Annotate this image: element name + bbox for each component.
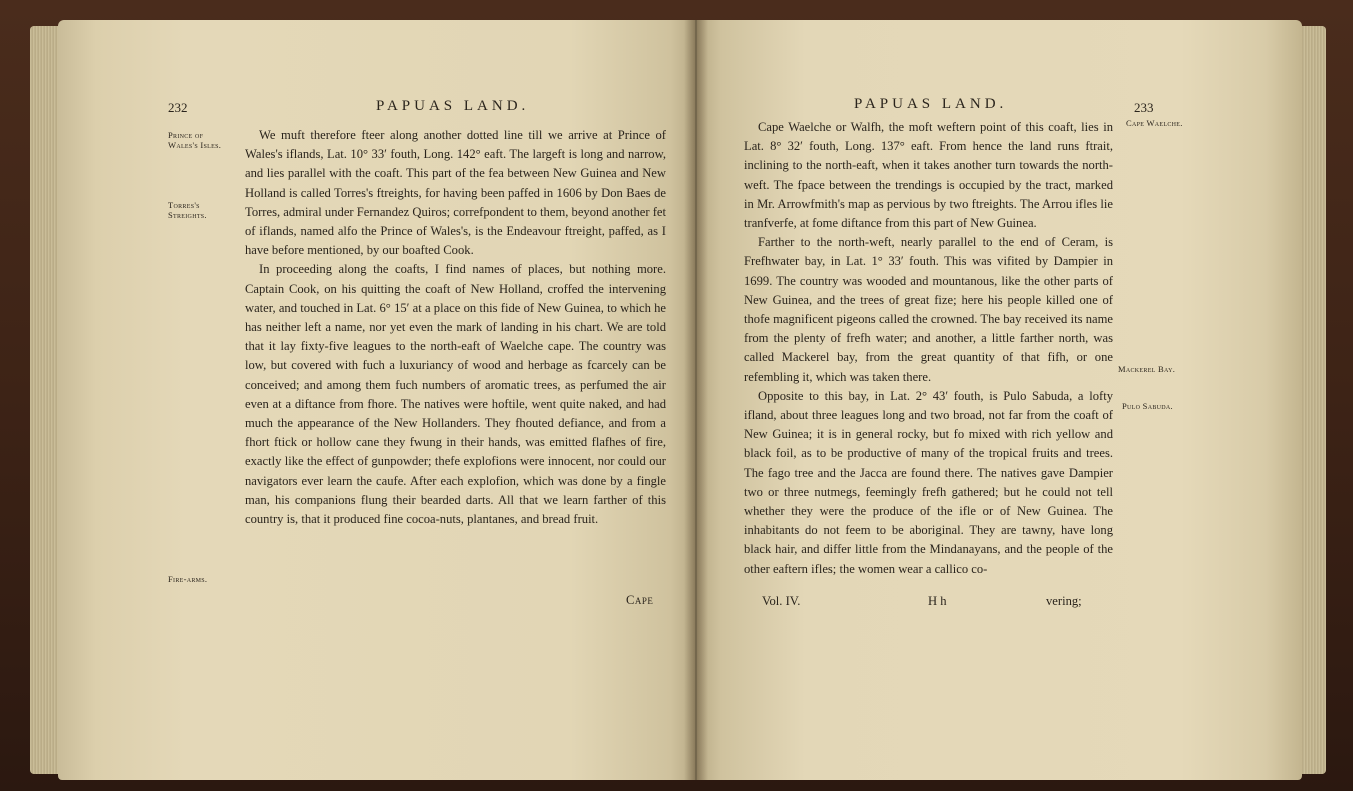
left-body-text: [245, 126, 666, 529]
signature-volume: Vol. IV.: [762, 594, 801, 608]
paragraph: Opposite to this bay, in Lat. 2° 43′ fouth, is Pulo Sabuda, a lofty ifland, about three leagues long and two broad, not far from the coaft of New Guinea; it is in general rocky, but fo mixed with rich yellow and black foil, as to be productive of many of the tropical fruits and trees. The fago tree and the Jacca are found there. The natives gave Dampier two or three nutmegs, feemingly frefh gathered; but he could not tell whether they were the produce of the ifle or of New Guinea. The inhabitants do not feem to be aboriginal. They are tawny, have long black hair, and differ little from the Mindanayans, and the people of the other eaftern ifles; the women wear a callico co-: [744, 388, 1113, 576]
page-number: 232: [168, 100, 188, 115]
paragraph: Cape Waelche or Walfh, the moft weftern point of this coaft, lies in Lat. 8° 32′ fouth, Long. 137° eaft. From hence the land runs ftrait, inclining to the north-eaft, when it takes another turn towards the north-weft. The fpace between the trendings is occupied by the tract, marked in Mr. Arrowfmith's map as pervious by two ftreights. The Arrou ifles lie tranfverfe, at fome diftance from this part of New Guinea.: [744, 120, 1113, 231]
paragraph: We muft therefore fteer along another dotted line till we arrive at Prince of Wales's iflands, Lat. 10° 33′ fouth, Long. 142° eaft. The largeft is long and narrow, and lies parallel with the coaft. This part of the fea between New Guinea and New Holland is called Torres's ftreights, for having been paffed in 1606 by Don Baes de Torres, admiral under Fernandez Quiros; correfpondent to them, beyond another fet of iflands, named alfo the Prince of Wales's, is the Endeavour ftreight, paffed, as I have before mentioned, by our boafted Cook.: [245, 128, 666, 258]
paragraph: In proceeding along the coafts, I find names of places, but nothing more. Captain Cook, on his quitting the coaft of New Holland, croffed the intervening water, and touched in Lat. 6° 15′ at a place on this fide of New Guinea, to which he has neither left a name, nor yet even the mark of landing in his chart. We are told that it lay fixty-five leagues to the north-eaft of Waelche cape. The country was low, but covered with fuch a luxuriancy of wood and herbage as fcarcely can be conceived; and among them fuch numbers of aromatic trees, as perfumed the air even at a diftance from fhore. The natives were hoftile, went quite naked, and had much the appearance of the New Hollanders. They fhouted defiance, and from a fhort ftick or hollow cane they fwung in their hands, was emitted flafhes of fire, exactly like the effect of gunpowder; thefe explofions were innocent, nor could our navigators ever learn the caufe. After each explofion, which was done by a fingle man, his companions flung their bearded darts. All that we learn farther of this country is, that it produced fine cocoa-nuts, plantanes, and bread fruit.: [245, 262, 666, 527]
margin-note-fire-arms: Fire-arms.: [168, 574, 208, 584]
margin-note-cape-waelche: Cape Waelche.: [1126, 118, 1183, 128]
catchword: Cape: [626, 593, 654, 607]
running-head: PAPUAS LAND.: [376, 98, 530, 114]
book-gutter: [684, 20, 708, 780]
margin-note-prince-of-wales: Prince of Wales's Isles.: [168, 130, 222, 150]
left-page: [58, 20, 696, 780]
paragraph: Farther to the north-weft, nearly parallel to the end of Ceram, is Frefhwater bay, in Lat. 1° 33′ fouth. This was vifited by Dampier in 1699. The country was wooded and mountanous, like the other parts of New Guinea, and the trees of great fize; here his people killed one of thofe magnificent pigeons called the crowned. The bay received its name from the plenty of frefh water; and another, a little farther north, was called Mackerel bay, from the great quantity of that fifh, or one refembling it, which was taken there.: [744, 235, 1113, 384]
page-number: 233: [1134, 100, 1154, 115]
margin-note-torres-streights: Torres's Streights.: [168, 200, 207, 220]
running-head: PAPUAS LAND.: [854, 96, 1008, 112]
right-page: [696, 20, 1302, 780]
right-body-text: [744, 118, 1113, 579]
margin-note-pulo-sabuda: Pulo Sabuda.: [1122, 401, 1173, 411]
signature-mark: H h: [928, 594, 947, 608]
margin-note-mackerel-bay: Mackerel Bay.: [1118, 364, 1176, 374]
catchword: vering;: [1046, 594, 1082, 608]
